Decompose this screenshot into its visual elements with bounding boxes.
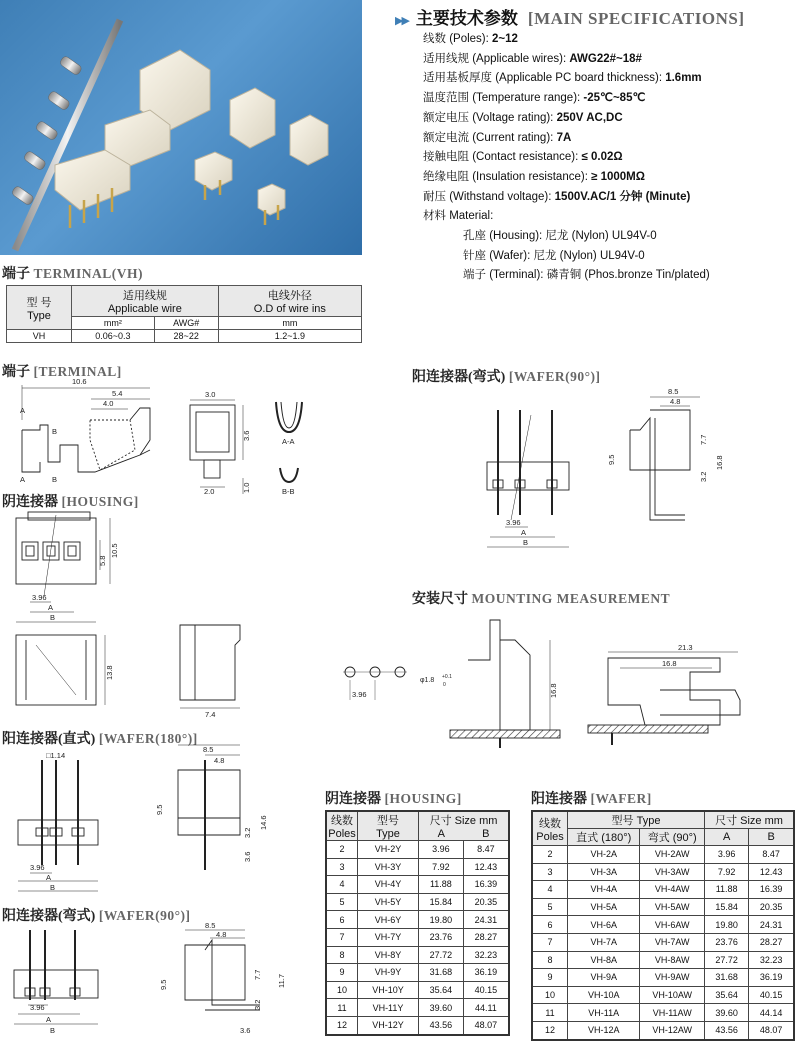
- th-poles-en: Poles: [536, 830, 564, 843]
- cell: 15.84: [419, 893, 464, 911]
- cell: 8.47: [463, 841, 509, 859]
- cell: 27.72: [705, 951, 749, 969]
- title-cn: 端子: [2, 365, 30, 380]
- cell: 11.88: [419, 876, 464, 894]
- title-cn: 阴连接器: [325, 792, 381, 807]
- cell: VH-3AW: [640, 863, 705, 881]
- dim-21-3: 21.3: [678, 643, 693, 652]
- cell: 7: [326, 928, 358, 946]
- title-en: MOUNTING MEASUREMENT: [471, 591, 671, 606]
- cell: VH-4A: [568, 881, 640, 899]
- spec-label: 适用线规 (Applicable wires):: [423, 52, 570, 65]
- spec-value: 1500V.AC/1 分钟 (Minute): [554, 190, 691, 203]
- cell-type: VH: [7, 330, 72, 343]
- material-item: 针座 (Wafer): 尼龙 (Nylon) UL94V-0: [463, 249, 645, 262]
- cell: 11: [326, 999, 358, 1017]
- title-cn: 阳连接器(直式): [2, 732, 96, 747]
- title-en: [TERMINAL]: [33, 364, 122, 379]
- cell: 28.27: [749, 933, 794, 951]
- cell: 31.68: [419, 964, 464, 982]
- dim-5-4: 5.4: [112, 389, 123, 398]
- cell: 32.23: [749, 951, 794, 969]
- terminal-vh-title-en: TERMINAL(VH): [33, 266, 143, 281]
- cell: VH-5Y: [358, 893, 419, 911]
- dim-1-14: □1.14: [46, 751, 66, 760]
- cell-awg: 28~22: [154, 330, 218, 343]
- cell: VH-8Y: [358, 946, 419, 964]
- cell: VH-3A: [568, 863, 640, 881]
- cell: 31.68: [705, 969, 749, 987]
- spec-label: 额定电压 (Voltage rating):: [423, 111, 557, 124]
- th-wire-en: Applicable wire: [107, 303, 182, 315]
- cell: 9: [326, 964, 358, 982]
- table-row: [532, 1021, 794, 1039]
- cell: 39.60: [705, 1004, 749, 1022]
- dim-4-0: 4.0: [103, 399, 114, 408]
- housing-front-drawing: [16, 512, 119, 622]
- table-row: [532, 881, 794, 899]
- th-unit-mm2: mm²: [72, 317, 155, 330]
- cell: 5: [326, 893, 358, 911]
- table-row: [326, 876, 509, 894]
- table-row: [532, 986, 794, 1004]
- dim-3-96: 3.96: [30, 1003, 45, 1012]
- cell: 19.80: [419, 911, 464, 929]
- dim-4-8: 4.8: [214, 756, 225, 765]
- cell: 3: [326, 858, 358, 876]
- cell: 40.15: [463, 981, 509, 999]
- cell: VH-6A: [568, 916, 640, 934]
- cell: VH-10Y: [358, 981, 419, 999]
- spec-label: 额定电流 (Current rating):: [423, 131, 557, 144]
- spec-value: 250V AC,DC: [556, 111, 623, 124]
- dim-4-8: 4.8: [216, 930, 227, 939]
- cell: VH-5AW: [640, 898, 705, 916]
- cell: VH-7Y: [358, 928, 419, 946]
- cell: VH-9A: [568, 969, 640, 987]
- th-size: 尺寸 Size mm: [705, 811, 795, 829]
- cell: 5: [532, 898, 568, 916]
- cell: 48.07: [749, 1021, 794, 1039]
- dim-3-96: 3.96: [506, 518, 521, 527]
- th-od-cn: 电线外径: [267, 290, 312, 302]
- cell: VH-9AW: [640, 969, 705, 987]
- table-row: [532, 1004, 794, 1022]
- cell: VH-11Y: [358, 999, 419, 1017]
- cell: VH-3Y: [358, 858, 419, 876]
- cell: 7.92: [705, 863, 749, 881]
- cell: 2: [532, 846, 568, 864]
- cell: VH-11A: [568, 1004, 640, 1022]
- table-row: [532, 863, 794, 881]
- cell: 11: [532, 1004, 568, 1022]
- title-cn: 阳连接器(弯式): [412, 370, 506, 385]
- double-arrow-icon: ▶▶: [395, 14, 408, 27]
- cell: 19.80: [705, 916, 749, 934]
- title-en: [WAFER]: [590, 791, 652, 806]
- table-row: [532, 933, 794, 951]
- dim-3-2: 3.2: [243, 827, 252, 838]
- th-poles-en: Poles: [328, 828, 356, 840]
- dim-a: A: [46, 1015, 52, 1024]
- th-a: A: [705, 829, 749, 846]
- dim-7-7: 7.7: [253, 969, 262, 980]
- table-row: [532, 969, 794, 987]
- dim-3-6: 3.6: [240, 1026, 251, 1035]
- cell: VH-2AW: [640, 846, 705, 864]
- cell: 3.96: [705, 846, 749, 864]
- table-row: [326, 911, 509, 929]
- wafer-size-table: [531, 810, 795, 1041]
- cell: 39.60: [419, 999, 464, 1017]
- cell: 40.15: [749, 986, 794, 1004]
- cell: 16.39: [463, 876, 509, 894]
- dim-3-96: 3.96: [32, 593, 47, 602]
- dim-b: B: [50, 1026, 56, 1035]
- th-od-en: O.D of wire ins: [253, 303, 326, 315]
- dim-16-8: 16.8: [715, 455, 724, 470]
- cell: 12: [532, 1021, 568, 1039]
- dim-3-6: 3.6: [242, 430, 251, 441]
- cell: 16.39: [749, 881, 794, 899]
- dim-8-5: 8.5: [205, 921, 216, 930]
- cell: 10: [532, 986, 568, 1004]
- spec-label: 绝缘电阻 (Insulation resistance):: [423, 170, 592, 183]
- cell: 3.96: [419, 841, 464, 859]
- cell: 20.35: [749, 898, 794, 916]
- dim-14-6: 14.6: [259, 815, 268, 830]
- dim-b: B: [50, 883, 56, 892]
- dim-9-5: 9.5: [607, 454, 616, 465]
- th-size: 尺寸 Size mm: [429, 815, 498, 827]
- dim-7-4: 7.4: [205, 710, 216, 719]
- dim-hole: φ1.8: [420, 677, 435, 684]
- table-row: [326, 893, 509, 911]
- dim-11-7: 11.7: [277, 973, 286, 988]
- table-row: [326, 928, 509, 946]
- table-row: [326, 981, 509, 999]
- cell: VH-5A: [568, 898, 640, 916]
- wafer90-left-drawing: [14, 921, 286, 1035]
- dim-10-6: 10.6: [72, 377, 87, 386]
- th-poles-cn: 线数: [539, 817, 561, 830]
- dim-b: B: [523, 538, 529, 547]
- cell: 24.31: [463, 911, 509, 929]
- cell: 8.47: [749, 846, 794, 864]
- th-straight: 直式 (180°): [568, 829, 640, 846]
- cell: VH-10AW: [640, 986, 705, 1004]
- dim-b: B: [52, 475, 58, 484]
- cell: 12: [326, 1016, 358, 1034]
- dim-tol0: 0: [443, 682, 446, 688]
- material-item: 端子 (Terminal): 磷青铜 (Phos.bronze Tin/plated): [463, 269, 710, 282]
- table-row: [326, 946, 509, 964]
- cell: 35.64: [705, 986, 749, 1004]
- cell: 6: [532, 916, 568, 934]
- dim-a: A: [20, 475, 26, 484]
- cell: 36.19: [463, 964, 509, 982]
- dim-b: B: [50, 613, 56, 622]
- th-type-cn: 型 号: [26, 296, 52, 309]
- cell: 43.56: [705, 1021, 749, 1039]
- title-en: [HOUSING]: [61, 494, 139, 509]
- wafer180-drawing: [18, 745, 268, 892]
- cell: VH-2A: [568, 846, 640, 864]
- th-type: 型号 Type: [568, 811, 705, 829]
- dim-16-8b: 16.8: [662, 659, 677, 668]
- cell: 36.19: [749, 969, 794, 987]
- cell: VH-8A: [568, 951, 640, 969]
- specs-title-cn: 主要技术参数: [415, 9, 518, 29]
- dim-7-7: 7.7: [699, 434, 708, 445]
- table-row: [532, 846, 794, 864]
- title-en: [WAFER(180°)]: [98, 731, 198, 746]
- cell: 9: [532, 969, 568, 987]
- dim-4-8: 4.8: [670, 397, 681, 406]
- cell: 27.72: [419, 946, 464, 964]
- cell: VH-6AW: [640, 916, 705, 934]
- cell: VH-9Y: [358, 964, 419, 982]
- dim-a: A: [46, 873, 52, 882]
- cell: VH-12A: [568, 1021, 640, 1039]
- housing-size-table: [325, 810, 510, 1036]
- cell: VH-7AW: [640, 933, 705, 951]
- spec-value: -25℃~85℃: [583, 92, 646, 105]
- title-cn: 安装尺寸: [412, 592, 468, 607]
- dim-bb: B-B: [282, 487, 295, 496]
- cell-mm2: 0.06~0.3: [72, 330, 155, 343]
- th-b: B: [749, 829, 794, 846]
- spec-label: 温度范围 (Temperature range):: [423, 92, 584, 105]
- dim-3-2: 3.2: [253, 999, 262, 1010]
- dim-13-8: 13.8: [105, 665, 114, 680]
- th-b: B: [482, 828, 490, 840]
- terminal-drawing: [20, 377, 302, 496]
- dim-9-5: 9.5: [159, 979, 168, 990]
- dim-a: A: [20, 406, 26, 415]
- cell: 4: [326, 876, 358, 894]
- spec-value: AWG22#~18#: [569, 52, 642, 65]
- dim-5-8: 5.8: [98, 555, 107, 566]
- spec-value: 2~12: [492, 33, 518, 45]
- th-type-cn: 型号: [377, 815, 399, 827]
- th-bent: 弯式 (90°): [640, 829, 705, 846]
- th-unit-awg: AWG#: [154, 317, 218, 330]
- cell: VH-4AW: [640, 881, 705, 899]
- terminal-vh-title-cn: 端子: [2, 267, 30, 282]
- cell: 12.43: [749, 863, 794, 881]
- cell: 24.31: [749, 916, 794, 934]
- cell: 35.64: [419, 981, 464, 999]
- cell: 28.27: [463, 928, 509, 946]
- cell: 32.23: [463, 946, 509, 964]
- cell: VH-6Y: [358, 911, 419, 929]
- cell: 4: [532, 881, 568, 899]
- dim-1-0: 1.0: [242, 482, 251, 493]
- dim-16-8: 16.8: [549, 683, 558, 698]
- material-label: 材料 Material:: [423, 210, 494, 223]
- table-row: [326, 999, 509, 1017]
- dim-3-0: 3.0: [205, 390, 216, 399]
- spec-label: 线数 (Poles):: [423, 33, 493, 45]
- cell: 11.88: [705, 881, 749, 899]
- dim-3-6: 3.6: [243, 851, 252, 862]
- cell: 43.56: [419, 1016, 464, 1034]
- th-poles-cn: 线数: [331, 815, 353, 827]
- dim-10-5: 10.5: [110, 543, 119, 558]
- cell: VH-8AW: [640, 951, 705, 969]
- table-row: [532, 898, 794, 916]
- dim-a: A: [48, 603, 54, 612]
- cell: 12.43: [463, 858, 509, 876]
- spec-value: ≤ 0.02Ω: [581, 151, 623, 164]
- table-row: [326, 858, 509, 876]
- dim-b: B: [52, 427, 58, 436]
- cell: 20.35: [463, 893, 509, 911]
- table-row: [326, 841, 509, 859]
- dim-3-2: 3.2: [699, 471, 708, 482]
- cell: 23.76: [419, 928, 464, 946]
- th-wire-cn: 适用线规: [122, 290, 167, 302]
- cell: 7: [532, 933, 568, 951]
- cell: VH-10A: [568, 986, 640, 1004]
- specs-title-en: [MAIN SPECIFICATIONS]: [527, 9, 745, 28]
- cell: 2: [326, 841, 358, 859]
- spec-label: 耐压 (Withstand voltage):: [423, 190, 555, 203]
- dim-8-5: 8.5: [203, 745, 214, 754]
- dim-2-0: 2.0: [204, 487, 215, 496]
- dim-8-5: 8.5: [668, 387, 679, 396]
- cell: 23.76: [705, 933, 749, 951]
- table-row: [326, 964, 509, 982]
- th-type-en: Type: [27, 309, 51, 322]
- th-unit-mm: mm: [218, 317, 361, 330]
- title-cn: 阴连接器: [2, 495, 58, 510]
- table-row: [326, 1016, 509, 1034]
- cell: 15.84: [705, 898, 749, 916]
- cell: VH-4Y: [358, 876, 419, 894]
- material-item: 孔座 (Housing): 尼龙 (Nylon) UL94V-0: [463, 230, 657, 243]
- cell: 10: [326, 981, 358, 999]
- dim-3-96: 3.96: [30, 863, 45, 872]
- cell: 44.14: [749, 1004, 794, 1022]
- spec-value: 7A: [556, 131, 572, 144]
- cell: 44.11: [463, 999, 509, 1017]
- cell: 8: [326, 946, 358, 964]
- title-cn: 阳连接器(弯式): [2, 909, 96, 924]
- cell: VH-7A: [568, 933, 640, 951]
- spec-value: ≥ 1000MΩ: [591, 170, 645, 183]
- th-a: A: [437, 828, 445, 840]
- table-row: [532, 951, 794, 969]
- cell: 6: [326, 911, 358, 929]
- dim-tol: +0.1: [442, 674, 452, 680]
- mounting-drawing: [343, 620, 740, 748]
- title-en: [WAFER(90°)]: [98, 908, 191, 923]
- spec-label: 接触电阻 (Contact resistance):: [423, 151, 582, 164]
- cell: 7.92: [419, 858, 464, 876]
- cell: 8: [532, 951, 568, 969]
- th-type-en: Type: [376, 828, 400, 840]
- wafer90-right-drawing: [487, 387, 724, 547]
- title-cn: 阳连接器: [531, 792, 587, 807]
- dim-9-5: 9.5: [155, 804, 164, 815]
- dim-a: A: [521, 528, 527, 537]
- spec-label: 适用基板厚度 (Applicable PC board thickness):: [423, 72, 666, 85]
- cell-od: 1.2~1.9: [218, 330, 361, 343]
- cell: 48.07: [463, 1016, 509, 1034]
- title-en: [WAFER(90°)]: [508, 369, 601, 384]
- table-row: [532, 916, 794, 934]
- title-en: [HOUSING]: [384, 791, 462, 806]
- cell: VH-11AW: [640, 1004, 705, 1022]
- cell: 3: [532, 863, 568, 881]
- cell: VH-12AW: [640, 1021, 705, 1039]
- cell: VH-12Y: [358, 1016, 419, 1034]
- cell: VH-2Y: [358, 841, 419, 859]
- dim-aa: A-A: [282, 437, 295, 446]
- spec-value: 1.6mm: [665, 72, 702, 85]
- dim-3-96: 3.96: [352, 690, 367, 699]
- housing-bottom-drawing: [16, 625, 240, 719]
